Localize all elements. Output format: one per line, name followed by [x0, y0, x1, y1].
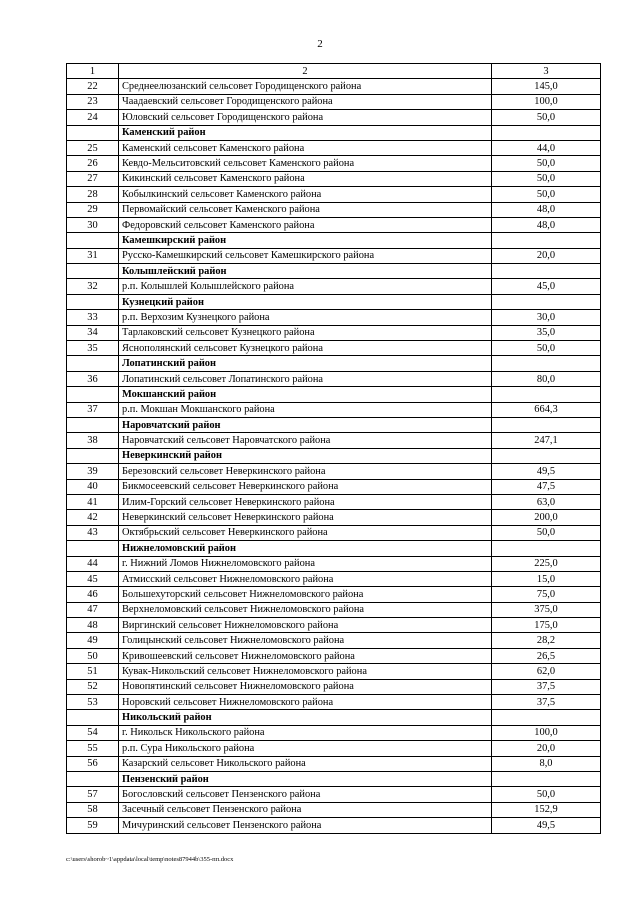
settlement-name: р.п. Колышлей Колышлейского района [119, 279, 492, 294]
page-number: 2 [317, 38, 323, 50]
table-row [67, 602, 601, 617]
table-row [67, 187, 601, 202]
amount: 50,0 [492, 110, 601, 125]
amount: 50,0 [492, 525, 601, 540]
table-row [67, 202, 601, 217]
amount [492, 710, 601, 725]
table-row [67, 695, 601, 710]
table-row [67, 110, 601, 125]
row-number: 24 [67, 110, 119, 125]
row-number: 51 [67, 664, 119, 679]
amount [492, 264, 601, 279]
row-number: 42 [67, 510, 119, 525]
district-heading-row [67, 125, 601, 140]
settlement-name: Октябрьский сельсовет Неверкинского района [119, 525, 492, 540]
district-heading-row [67, 233, 601, 248]
row-number: 36 [67, 371, 119, 386]
settlement-name: Юловский сельсовет Городищенского района [119, 110, 492, 125]
row-number: 48 [67, 618, 119, 633]
row-number: 22 [67, 79, 119, 94]
amount: 8,0 [492, 756, 601, 771]
table-row [67, 402, 601, 417]
row-number: 50 [67, 648, 119, 663]
table-row [67, 725, 601, 740]
row-number [67, 541, 119, 556]
row-number: 23 [67, 94, 119, 109]
table-header-row [67, 64, 601, 79]
row-number: 43 [67, 525, 119, 540]
row-number [67, 448, 119, 463]
settlement-name: Неверкинский сельсовет Неверкинского района [119, 510, 492, 525]
amount: 664,3 [492, 402, 601, 417]
amount: 100,0 [492, 94, 601, 109]
table-row [67, 433, 601, 448]
amount [492, 541, 601, 556]
amount: 145,0 [492, 79, 601, 94]
table-row [67, 525, 601, 540]
amount: 200,0 [492, 510, 601, 525]
row-number: 31 [67, 248, 119, 263]
table-row [67, 94, 601, 109]
district-name: Камешкирский район [119, 233, 492, 248]
settlement-name: р.п. Мокшан Мокшанского района [119, 402, 492, 417]
row-number: 33 [67, 310, 119, 325]
amount: 48,0 [492, 202, 601, 217]
amount [492, 233, 601, 248]
row-number: 38 [67, 433, 119, 448]
amount: 152,9 [492, 802, 601, 817]
row-number: 27 [67, 171, 119, 186]
settlement-name: Лопатинский сельсовет Лопатинского района [119, 371, 492, 386]
table-row [67, 633, 601, 648]
settlement-name: Русско-Камешкирский сельсовет Камешкирского района [119, 248, 492, 263]
table-row [67, 79, 601, 94]
row-number: 54 [67, 725, 119, 740]
settlement-name: Мичуринский сельсовет Пензенского района [119, 818, 492, 833]
settlement-name: г. Никольск Никольского района [119, 725, 492, 740]
district-name: Мокшанский район [119, 387, 492, 402]
district-name: Неверкинский район [119, 448, 492, 463]
amount: 175,0 [492, 618, 601, 633]
row-number: 39 [67, 464, 119, 479]
settlement-name: Богословский сельсовет Пензенского района [119, 787, 492, 802]
amount: 50,0 [492, 787, 601, 802]
row-number: 37 [67, 402, 119, 417]
district-name: Наровчатский район [119, 417, 492, 432]
amount [492, 417, 601, 432]
amount [492, 356, 601, 371]
district-heading-row [67, 541, 601, 556]
row-number [67, 417, 119, 432]
table-row [67, 679, 601, 694]
row-number [67, 294, 119, 309]
table-row [67, 618, 601, 633]
row-number: 58 [67, 802, 119, 817]
amount: 37,5 [492, 679, 601, 694]
settlement-name: Виргинский сельсовет Нижнеломовского района [119, 618, 492, 633]
settlement-name: Большехуторский сельсовет Нижнеломовского района [119, 587, 492, 602]
amount: 225,0 [492, 556, 601, 571]
settlement-name: Засечный сельсовет Пензенского района [119, 802, 492, 817]
row-number: 35 [67, 341, 119, 356]
table-row [67, 479, 601, 494]
amount: 48,0 [492, 217, 601, 232]
row-number [67, 356, 119, 371]
row-number [67, 125, 119, 140]
row-number [67, 710, 119, 725]
amount: 50,0 [492, 156, 601, 171]
district-heading-row [67, 710, 601, 725]
table-row [67, 248, 601, 263]
table-row [67, 171, 601, 186]
table-row [67, 756, 601, 771]
settlement-name: Бикмосеевский сельсовет Неверкинского района [119, 479, 492, 494]
column-header-amount: 3 [492, 64, 601, 79]
row-number: 57 [67, 787, 119, 802]
amount: 50,0 [492, 171, 601, 186]
amount: 47,5 [492, 479, 601, 494]
row-number: 46 [67, 587, 119, 602]
table-row [67, 341, 601, 356]
amount: 375,0 [492, 602, 601, 617]
settlement-name: Казарский сельсовет Никольского района [119, 756, 492, 771]
settlement-name: Яснополянский сельсовет Кузнецкого района [119, 341, 492, 356]
amount [492, 448, 601, 463]
row-number: 55 [67, 741, 119, 756]
amount [492, 125, 601, 140]
table-row [67, 464, 601, 479]
amount: 49,5 [492, 818, 601, 833]
settlement-name: Наровчатский сельсовет Наровчатского района [119, 433, 492, 448]
settlement-name: Кувак-Никольский сельсовет Нижнеломовского района [119, 664, 492, 679]
district-name: Никольский район [119, 710, 492, 725]
amount: 35,0 [492, 325, 601, 340]
row-number: 59 [67, 818, 119, 833]
row-number [67, 387, 119, 402]
settlement-name: Кривошеевский сельсовет Нижнеломовского района [119, 648, 492, 663]
amount: 44,0 [492, 140, 601, 155]
table-row [67, 156, 601, 171]
district-heading-row [67, 387, 601, 402]
settlement-name: Кикинский сельсовет Каменского района [119, 171, 492, 186]
settlement-name: Верхнеломовский сельсовет Нижнеломовского района [119, 602, 492, 617]
settlement-name: Илим-Горский сельсовет Неверкинского района [119, 494, 492, 509]
settlement-name: р.п. Сура Никольского района [119, 741, 492, 756]
district-heading-row [67, 771, 601, 786]
table-row [67, 802, 601, 817]
row-number: 41 [67, 494, 119, 509]
amount: 63,0 [492, 494, 601, 509]
amount [492, 771, 601, 786]
settlement-name: Первомайский сельсовет Каменского района [119, 202, 492, 217]
row-number: 34 [67, 325, 119, 340]
row-number: 49 [67, 633, 119, 648]
amount: 49,5 [492, 464, 601, 479]
table-row [67, 741, 601, 756]
amount: 20,0 [492, 248, 601, 263]
district-name: Лопатинский район [119, 356, 492, 371]
document-file-path: c:\users\shorob~1\appdata\local\temp\notes87944b\355-пп.docx [66, 856, 234, 863]
settlement-name: г. Нижний Ломов Нижнеломовского района [119, 556, 492, 571]
row-number: 25 [67, 140, 119, 155]
table-row [67, 310, 601, 325]
allocation-table [66, 63, 601, 834]
table-row [67, 556, 601, 571]
table-row [67, 371, 601, 386]
amount: 50,0 [492, 187, 601, 202]
settlement-name: Березовский сельсовет Неверкинского района [119, 464, 492, 479]
amount: 247,1 [492, 433, 601, 448]
table-row [67, 587, 601, 602]
row-number: 32 [67, 279, 119, 294]
amount: 45,0 [492, 279, 601, 294]
settlement-name: Кевдо-Мельситовский сельсовет Каменского района [119, 156, 492, 171]
row-number: 45 [67, 571, 119, 586]
amount: 26,5 [492, 648, 601, 663]
district-name: Нижнеломовский район [119, 541, 492, 556]
amount: 37,5 [492, 695, 601, 710]
settlement-name: Каменский сельсовет Каменского района [119, 140, 492, 155]
column-header-number: 1 [67, 64, 119, 79]
district-heading-row [67, 417, 601, 432]
row-number: 26 [67, 156, 119, 171]
amount: 100,0 [492, 725, 601, 740]
amount: 15,0 [492, 571, 601, 586]
row-number [67, 264, 119, 279]
district-name: Каменский район [119, 125, 492, 140]
row-number: 28 [67, 187, 119, 202]
row-number: 53 [67, 695, 119, 710]
table-row [67, 787, 601, 802]
table-row [67, 664, 601, 679]
settlement-name: Среднеелюзанский сельсовет Городищенского района [119, 79, 492, 94]
table-row [67, 648, 601, 663]
row-number: 30 [67, 217, 119, 232]
table-row [67, 510, 601, 525]
row-number: 52 [67, 679, 119, 694]
row-number: 56 [67, 756, 119, 771]
district-name: Пензенский район [119, 771, 492, 786]
row-number: 40 [67, 479, 119, 494]
district-name: Кузнецкий район [119, 294, 492, 309]
settlement-name: Тарлаковский сельсовет Кузнецкого района [119, 325, 492, 340]
amount [492, 387, 601, 402]
row-number [67, 233, 119, 248]
table-row [67, 325, 601, 340]
district-heading-row [67, 264, 601, 279]
amount: 50,0 [492, 341, 601, 356]
settlement-name: Чаадаевский сельсовет Городищенского района [119, 94, 492, 109]
settlement-name: Кобылкинский сельсовет Каменского района [119, 187, 492, 202]
district-name: Колышлейский район [119, 264, 492, 279]
table-row [67, 279, 601, 294]
row-number: 29 [67, 202, 119, 217]
amount: 30,0 [492, 310, 601, 325]
row-number: 47 [67, 602, 119, 617]
settlement-name: р.п. Верхозим Кузнецкого района [119, 310, 492, 325]
amount [492, 294, 601, 309]
settlement-name: Федоровский сельсовет Каменского района [119, 217, 492, 232]
settlement-name: Атмисский сельсовет Нижнеломовского района [119, 571, 492, 586]
table-row [67, 494, 601, 509]
settlement-name: Норовский сельсовет Нижнеломовского района [119, 695, 492, 710]
settlement-name: Голицынский сельсовет Нижнеломовского района [119, 633, 492, 648]
row-number: 44 [67, 556, 119, 571]
amount: 75,0 [492, 587, 601, 602]
row-number [67, 771, 119, 786]
settlement-name: Новопятинский сельсовет Нижнеломовского района [119, 679, 492, 694]
table-row [67, 818, 601, 833]
district-heading-row [67, 294, 601, 309]
district-heading-row [67, 448, 601, 463]
column-header-name: 2 [119, 64, 492, 79]
amount: 80,0 [492, 371, 601, 386]
amount: 28,2 [492, 633, 601, 648]
table-row [67, 217, 601, 232]
table-row [67, 140, 601, 155]
table-row [67, 571, 601, 586]
amount: 20,0 [492, 741, 601, 756]
amount: 62,0 [492, 664, 601, 679]
district-heading-row [67, 356, 601, 371]
